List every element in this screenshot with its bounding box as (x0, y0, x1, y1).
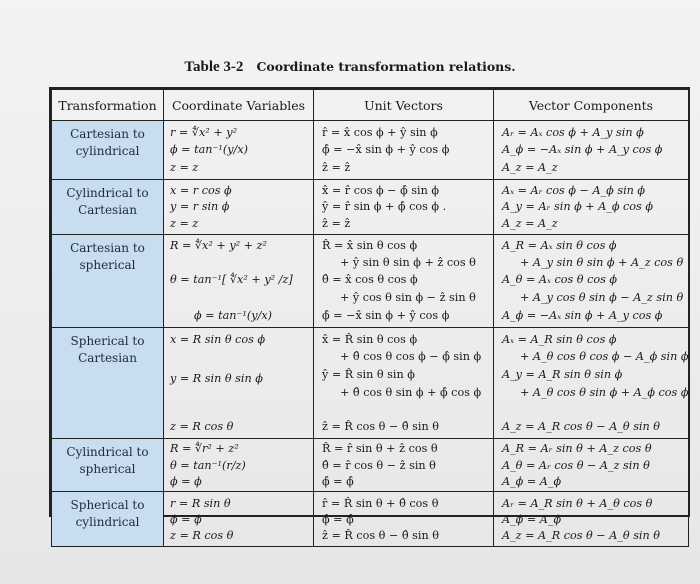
variables-cell (164, 439, 314, 492)
equation: + A_y cos θ sin ϕ − A_z sin θ (520, 291, 684, 304)
equation: A_R = Aₓ sin θ cos ϕ (502, 239, 617, 252)
transformation-cell (52, 328, 164, 439)
table-row (52, 180, 689, 235)
equation: x̂ = r̂ cos ϕ − ϕ̂ sin ϕ (322, 184, 439, 197)
unit-vectors-cell (314, 121, 494, 180)
table-row (52, 492, 689, 547)
transformation-cell (52, 492, 164, 547)
equation: θ̂ = r̂ cos θ − ẑ sin θ (322, 459, 436, 472)
caption-text: Coordinate transformation relations. (256, 59, 516, 74)
equation: R̂ = x̂ sin θ cos ϕ (322, 239, 418, 252)
transformation-line: Cartesian (78, 203, 137, 217)
equation: + A_θ cos θ sin ϕ + A_ϕ cos ϕ (520, 386, 689, 399)
equation: x = r cos ϕ (170, 184, 232, 197)
equation: θ̂ = x̂ cos θ cos ϕ (322, 273, 418, 286)
variables-cell (164, 121, 314, 180)
coordinate-transformation-table (51, 89, 689, 547)
unit-vectors-cell (314, 492, 494, 547)
equation: y = R sin θ sin ϕ (170, 372, 263, 385)
equation: ϕ = ϕ (170, 513, 202, 526)
header-coordinate-variables: Coordinate Variables (164, 90, 314, 121)
equation: A_ϕ = −Aₓ sin ϕ + A_y cos ϕ (502, 309, 663, 322)
equation: A_z = A_z (502, 217, 558, 230)
equation: ẑ = R̂ cos θ − θ̂ sin θ (322, 529, 439, 542)
components-cell (494, 328, 689, 439)
equation: z = R cos θ (170, 529, 234, 542)
equation: z = R cos θ (170, 420, 234, 433)
equation: z = z (170, 217, 199, 230)
equation: ŷ = R̂ sin θ sin ϕ (322, 368, 415, 381)
equation: θ = tan⁻¹(r/z) (170, 459, 246, 472)
equation: + θ̂ cos θ sin ϕ + ϕ̂ cos ϕ (340, 386, 482, 399)
transformation-line: spherical (79, 258, 136, 272)
equation: A_z = A_z (502, 161, 558, 174)
variables-cell (164, 180, 314, 235)
equation: ϕ = tan⁻¹(y/x) (170, 143, 249, 156)
table-row (52, 121, 689, 180)
components-cell (494, 180, 689, 235)
equation: + ŷ cos θ sin ϕ − ẑ sin θ (340, 291, 476, 304)
equation: z = z (170, 161, 199, 174)
unit-vectors-cell (314, 328, 494, 439)
equation: r = R sin θ (170, 497, 231, 510)
equation: + A_y sin θ sin ϕ + A_z cos θ (520, 256, 684, 269)
equation: R = ∜x² + y² + z² (170, 239, 267, 252)
equation: ϕ̂ = ϕ̂ (322, 513, 354, 526)
equation: ŷ = r̂ sin ϕ + ϕ̂ cos ϕ . (322, 200, 447, 213)
equation: y = r sin ϕ (170, 200, 230, 213)
components-cell (494, 121, 689, 180)
equation: A_θ = Aₓ cos θ cos ϕ (502, 273, 618, 286)
transformation-line: Cylindrical to (66, 186, 149, 200)
transformation-line: Cartesian to (70, 241, 145, 255)
unit-vectors-cell (314, 235, 494, 328)
equation: R̂ = r̂ sin θ + ẑ cos θ (322, 442, 438, 455)
equation: ϕ̂ = −x̂ sin ϕ + ŷ cos ϕ (322, 143, 450, 156)
equation: Aₓ = A_R sin θ cos ϕ (502, 333, 617, 346)
equation: ϕ = ϕ (170, 475, 202, 488)
equation: + A_θ cos θ cos ϕ − A_ϕ sin ϕ (520, 350, 689, 363)
transformation-cell (52, 121, 164, 180)
equation: ẑ = R̂ cos θ − θ̂ sin θ (322, 420, 439, 433)
transformation-line: Cartesian (78, 351, 137, 365)
equation: Aᵣ = A_R sin θ + A_θ cos θ (502, 497, 653, 510)
equation: A_z = A_R cos θ − A_θ sin θ (502, 529, 661, 542)
equation: θ = tan⁻¹[ ∜x² + y² /z] (170, 273, 293, 286)
table-row (52, 439, 689, 492)
transformation-cell (52, 180, 164, 235)
header-transformation: Transformation (52, 90, 164, 121)
transformation-line: Spherical to (70, 334, 145, 348)
equation: A_ϕ = A_ϕ (502, 513, 562, 526)
equation: x̂ = R̂ sin θ cos ϕ (322, 333, 418, 346)
table-row (52, 235, 689, 328)
components-cell (494, 492, 689, 547)
equation: Aₓ = Aᵣ cos ϕ − A_ϕ sin ϕ (502, 184, 646, 197)
equation: A_y = A_R sin θ sin ϕ (502, 368, 623, 381)
transformation-line: cylindrical (75, 515, 140, 529)
unit-vectors-cell (314, 180, 494, 235)
transformation-cell (52, 235, 164, 328)
equation: x = R sin θ cos ϕ (170, 333, 266, 346)
equation: A_y = Aᵣ sin ϕ + A_ϕ cos ϕ (502, 200, 653, 213)
table-caption (0, 58, 700, 76)
equation: A_θ = Aᵣ cos θ − A_z sin θ (502, 459, 650, 472)
unit-vectors-cell (314, 439, 494, 492)
equation: Aᵣ = Aₓ cos ϕ + A_y sin ϕ (502, 126, 644, 139)
equation: A_R = Aᵣ sin θ + A_z cos θ (502, 442, 652, 455)
equation: + θ̂ cos θ cos ϕ − ϕ̂ sin ϕ (340, 350, 482, 363)
components-cell (494, 439, 689, 492)
equation: A_ϕ = −Aₓ sin ϕ + A_y cos ϕ (502, 143, 663, 156)
equation: ẑ = ẑ (322, 161, 351, 174)
caption-label: Table 3-2 (184, 59, 244, 75)
variables-cell (164, 235, 314, 328)
equation: R = ∜r² + z² (170, 442, 239, 455)
equation: ϕ = tan⁻¹(y/x) (194, 309, 273, 322)
equation: ϕ̂ = −x̂ sin ϕ + ŷ cos ϕ (322, 309, 450, 322)
transformation-line: Spherical to (70, 498, 145, 512)
header-vector-components: Vector Components (494, 90, 689, 121)
equation: + ŷ sin θ sin ϕ + ẑ cos θ (340, 256, 476, 269)
transformation-cell (52, 439, 164, 492)
equation: ẑ = ẑ (322, 217, 351, 230)
equation: r̂ = R̂ sin θ + θ̂ cos θ (322, 497, 439, 510)
transformation-line: cylindrical (75, 144, 140, 158)
variables-cell (164, 328, 314, 439)
equation: A_z = A_R cos θ − A_θ sin θ (502, 420, 661, 433)
table-frame (49, 87, 690, 542)
components-cell (494, 235, 689, 328)
equation: r̂ = x̂ cos ϕ + ŷ sin ϕ (322, 126, 438, 139)
equation: ϕ̂ = ϕ̂ (322, 475, 354, 488)
header-row (52, 90, 689, 121)
equation: r = ∜x² + y² (170, 126, 238, 139)
equation: A_ϕ = A_ϕ (502, 475, 562, 488)
header-unit-vectors: Unit Vectors (314, 90, 494, 121)
transformation-line: Cartesian to (70, 127, 145, 141)
table-row (52, 328, 689, 439)
transformation-line: Cylindrical to (66, 445, 149, 459)
variables-cell (164, 492, 314, 547)
transformation-line: spherical (79, 462, 136, 476)
